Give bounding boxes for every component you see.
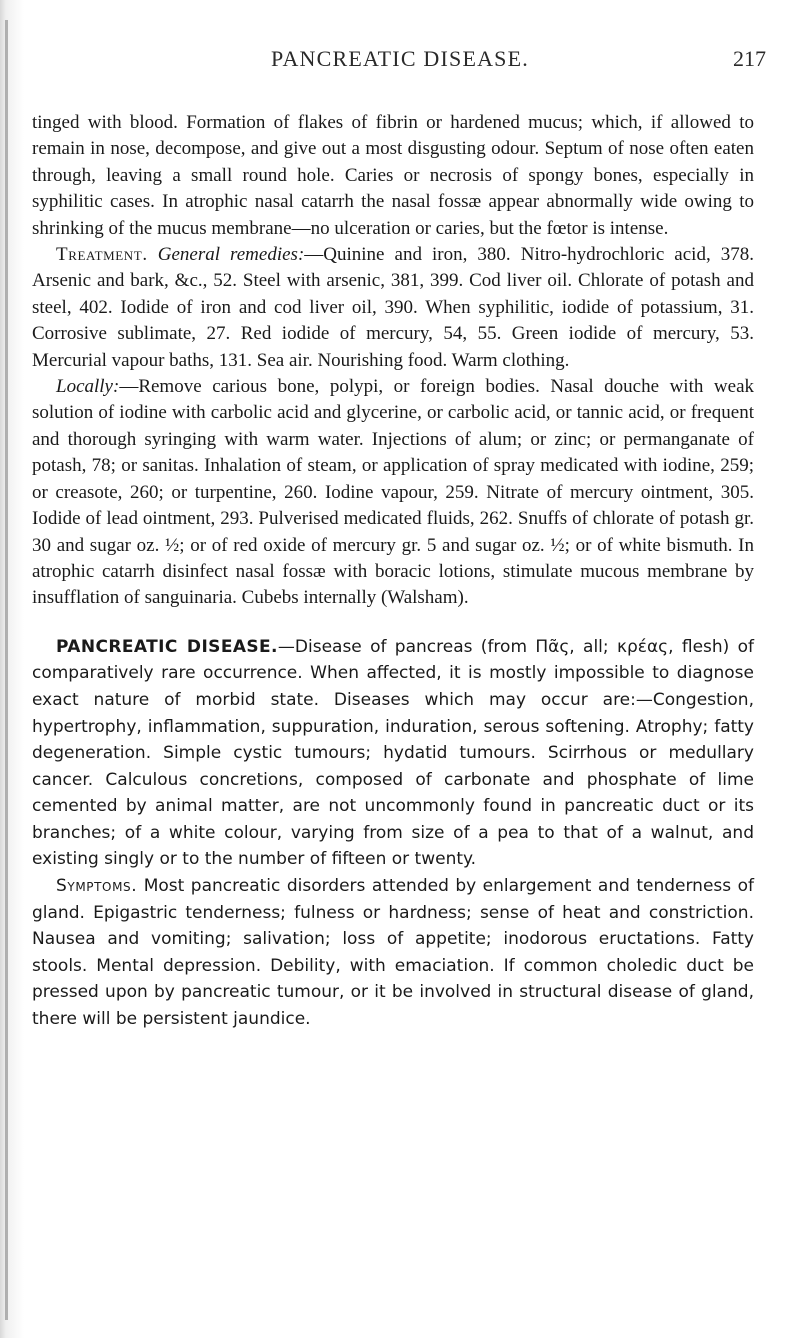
pancreatic-paragraph: [32, 634, 754, 873]
locally-label: Locally:: [56, 376, 120, 398]
section-heading: PANCREATIC DISEASE.: [56, 636, 278, 657]
pancreatic-section: [32, 634, 754, 1033]
treatment-text: —Quinine and iron, 380. Nitro-hydrochloric acid, 378. Arsenic and bark, &c., 52. Steel with arsenic, 381, 399. Cod liver oil. Chlorate of potash and steel, 402. Iodide of iron and cod liver oil, 390. When syphilitic, iodide of potassium, 31. Corrosive sublimate, 27. Red iodide of mercury, 54, 55. Green iodide of mercury, 53. Mercurial vapour baths, 131. Sea air. Nourishing food. Warm clothing.: [32, 244, 754, 371]
intro-paragraph: tinged with blood. Formation of flakes of fibrin or hardened mucus; which, if allowed to remain in nose, decompose, and give out a most disgusting odour. Septum of nose often eaten through, leaving a small round hole. Caries or necrosis of spongy bones, especially in syphilitic cases. In atrophic nasal catarrh the nasal fossæ appear abnormally wide owing to shrinking of the mucus membrane—no ulceration or caries, but the fœtor is intense.: [32, 112, 754, 239]
treatment-label: Treatment.: [56, 244, 148, 266]
symptoms-text: Most pancreatic disorders attended by enlargement and tenderness of gland. Epigastric tenderness; fulness or hardness; sense of heat and constriction. Nausea and vomiting; salivation; loss of appetite; inodorous eructations. Fatty stools. Mental depression. Debility, with emaciation. If common choledic duct be pressed upon by pancreatic tumour, or it be involved in structural disease of gland, there will be persistent jaundice.: [32, 876, 754, 1030]
locally-paragraph: [32, 374, 754, 612]
symptoms-paragraph: [32, 873, 754, 1033]
page-header: [0, 46, 800, 86]
general-remedies-label: General remedies:: [157, 244, 305, 266]
page-number: 217: [733, 46, 766, 71]
pancreatic-text: —Disease of pancreas (from Πᾶς, all; κρέας, flesh) of comparatively rare occurrence. When affected, it is mostly impossible to diagnose exact nature of morbid state. Diseases which may occur are:—Congestion, hypertrophy, inflammation, suppuration, induration, serous softening. Atrophy; fatty degeneration. Simple cystic tumours; hydatid tumours. Scirrhous or medullary cancer. Calculous concretions, composed of carbonate and phosphate of lime cemented by animal matter, are not uncommonly found in pancreatic duct or its branches; of a white colour, varying from size of a pea to that of a walnut, and existing singly or to the number of fifteen or twenty.: [32, 636, 754, 870]
treatment-paragraph: [32, 242, 754, 374]
body-text: [32, 110, 754, 1033]
symptoms-label: Symptoms.: [56, 876, 138, 897]
binding-edge: [5, 20, 8, 1320]
running-head: PANCREATIC DISEASE.: [271, 46, 529, 71]
locally-text: —Remove carious bone, polypi, or foreign bodies. Nasal douche with weak solution of iodine with carbolic acid and glycerine, or carbolic acid, or tannic acid, or frequent and thorough syringing with warm water. Injections of alum; or zinc; or permanganate of potash, 78; or sanitas. Inhalation of steam, or application of spray medicated with iodine, 259; or creasote, 260; or turpentine, 260. Iodine vapour, 259. Nitrate of mercury ointment, 305. Iodide of lead ointment, 293. Pulverised medicated fluids, 262. Snuffs of chlorate of potash gr. 30 and sugar oz. ½; or of red oxide of mercury gr. 5 and sugar oz. ½; or of white bismuth. In atrophic catarrh disinfect nasal fossæ with boracic lotions, stimulate mucous membrane by insufflation of sanguinaria. Cubebs internally (Walsham).: [32, 376, 754, 609]
binding-gutter: [0, 0, 24, 1338]
